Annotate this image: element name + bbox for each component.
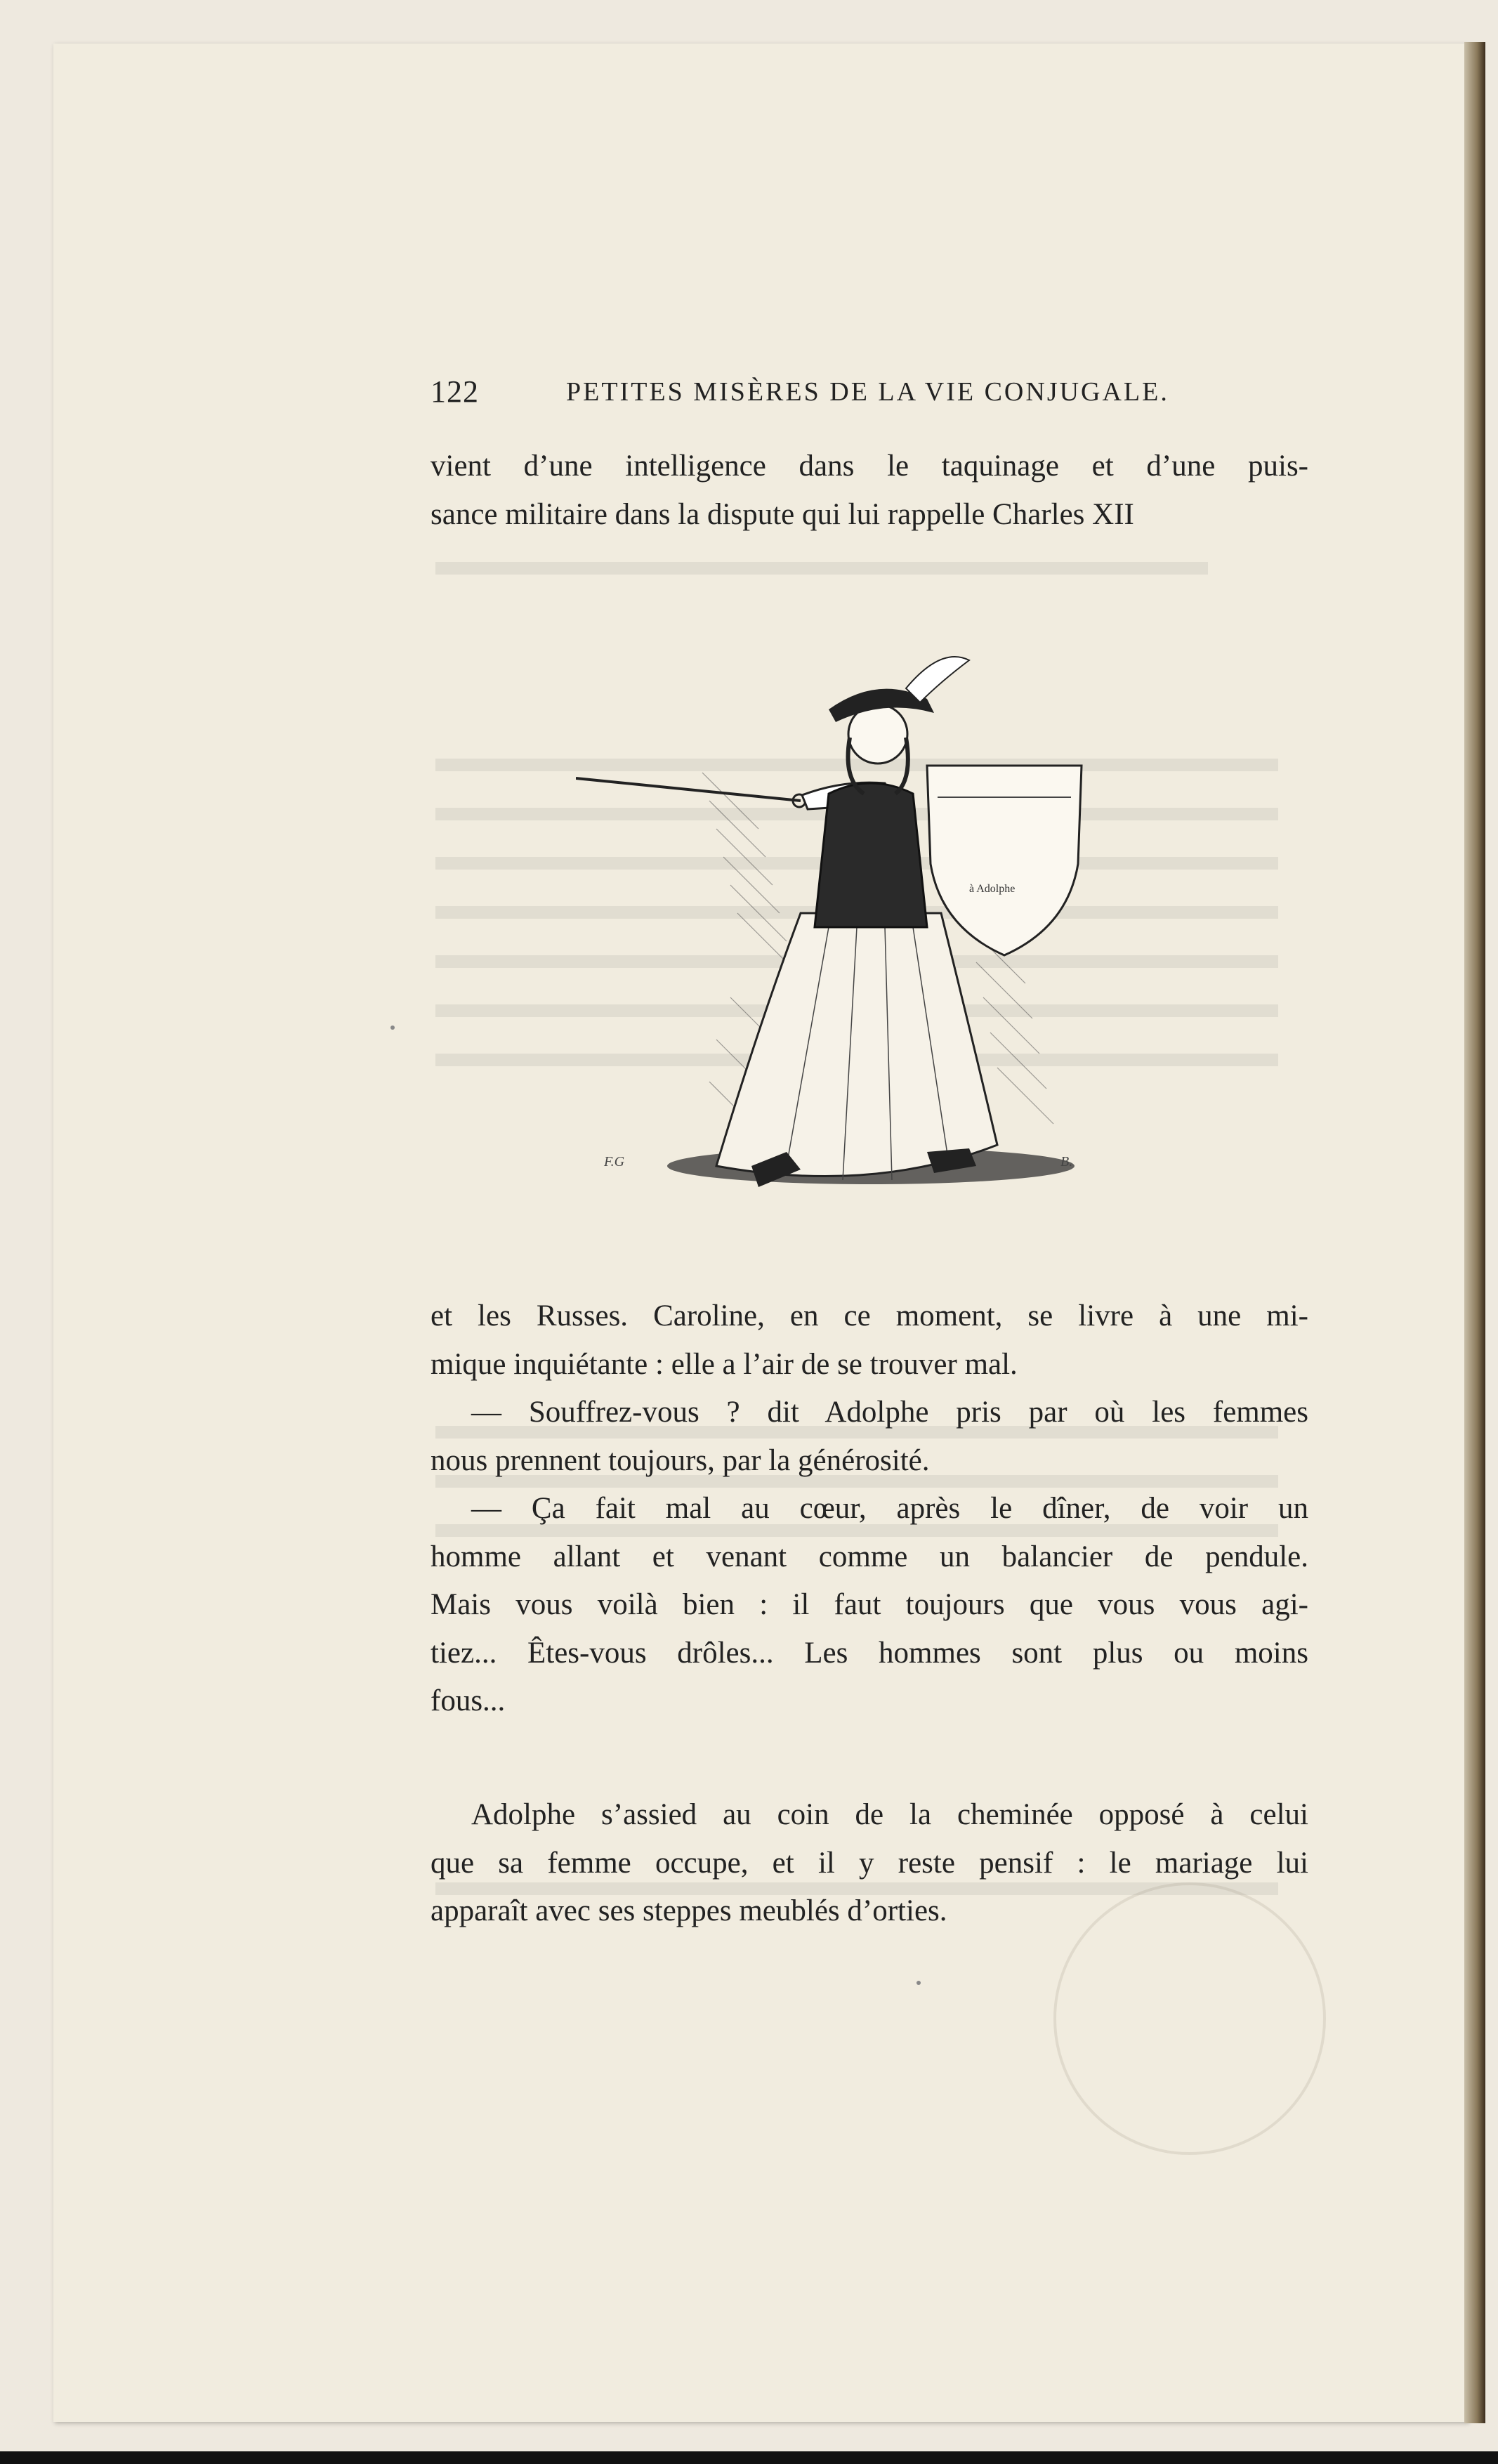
- text-line: Adolphe s’assied au coin de la cheminée opposé à celui: [471, 1798, 1308, 1831]
- text-line: vient d’une intelligence dans le taquinage et d’une puis-: [431, 450, 1308, 483]
- text-line: tiez... Êtes-vous drôles... Les hommes sont plus ou moins: [431, 1636, 1308, 1670]
- shield-caption: à Adolphe: [969, 883, 1016, 895]
- page-header: [431, 374, 1308, 409]
- text-line: mique inquiétante : elle a l’air de se trouver mal.: [431, 1347, 1018, 1381]
- page-number: 122: [431, 374, 479, 409]
- text-line: — Ça fait mal au cœur, après le dîner, de voir un: [471, 1492, 1308, 1525]
- scan-border: [0, 2451, 1498, 2464]
- text-line: que sa femme occupe, et il y reste pensif : le mariage lui: [431, 1846, 1308, 1880]
- paragraph-opening: [431, 443, 1308, 539]
- fencing-woman-illustration-icon: [576, 632, 1103, 1208]
- text-line: nous prennent toujours, par la générosité.: [431, 1443, 930, 1477]
- svg-text:B.: B.: [1060, 1154, 1073, 1169]
- text-line: homme allant et venant comme un balancier de pendule.: [431, 1540, 1308, 1573]
- paper-speck: [916, 1981, 921, 1985]
- text-line: sance militaire dans la dispute qui lui rappelle Charles XII: [431, 497, 1134, 531]
- paragraph-dialogue: [431, 1292, 1308, 1726]
- text-line: Mais vous voilà bien : il faut toujours que vous vous agi-: [431, 1588, 1308, 1621]
- svg-text:F.G: F.G: [604, 1154, 625, 1169]
- paper-speck: [390, 1025, 395, 1030]
- text-line: apparaît avec ses steppes meublés d’orties.: [431, 1894, 947, 1927]
- text-line: et les Russes. Caroline, en ce moment, se livre à une mi-: [431, 1299, 1308, 1332]
- page-edge: [1464, 42, 1485, 2423]
- paragraph-closing: [431, 1791, 1308, 1936]
- running-title: PETITES MISÈRES DE LA VIE CONJUGALE.: [566, 377, 1169, 407]
- text-line: — Souffrez-vous ? dit Adolphe pris par où les femmes: [471, 1396, 1308, 1429]
- text-line: fous...: [431, 1684, 506, 1717]
